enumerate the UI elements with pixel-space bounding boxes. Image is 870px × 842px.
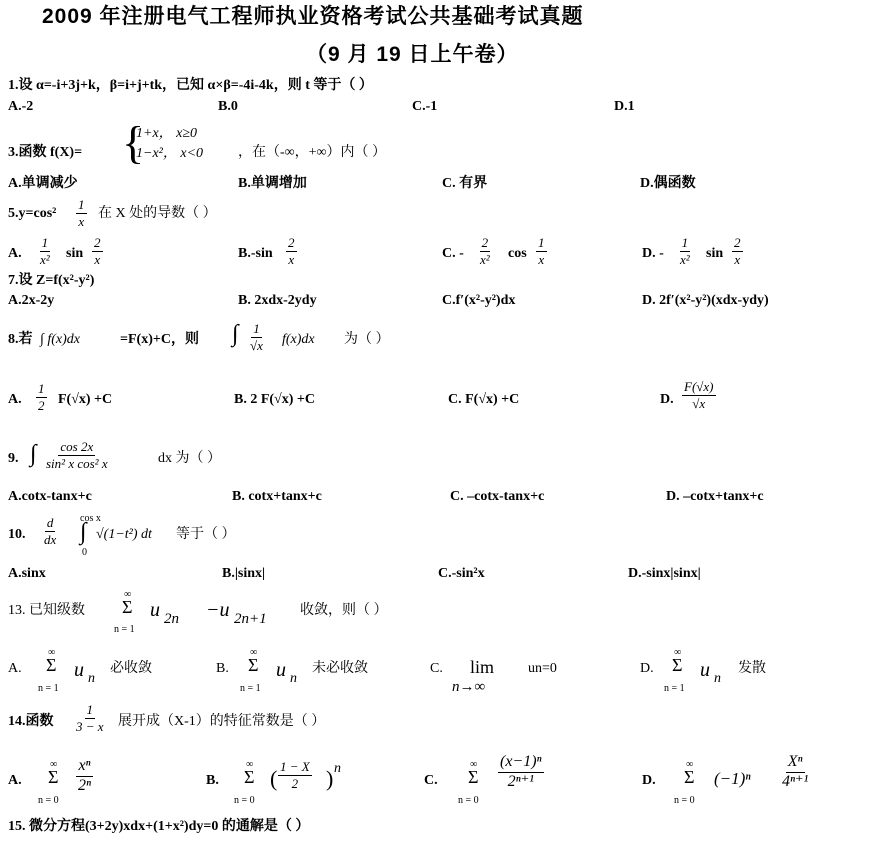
q13-option-b-label: B.: [216, 661, 229, 676]
q13-a-n: n: [88, 671, 95, 686]
q13-sigma-lower: n = 1: [114, 624, 135, 635]
q5-a-frac-1: $\frac{1}{\text{x²}}$: [40, 235, 50, 267]
q13-option-a-label: A.: [8, 661, 22, 676]
q7-option-d: D. 2f′(x²-y²)(xdx-ydy): [642, 293, 769, 308]
q5-stem-a: 5.y=cos²: [8, 206, 57, 221]
q14-c-sigma-upper: ∞: [470, 759, 478, 770]
q14-option-d-label: D.: [642, 773, 656, 788]
q5-option-a-label: A.: [8, 246, 22, 261]
q14-b-frac: $\frac{1 - X}{2}$: [280, 759, 310, 791]
q3-tail: ，在（-∞，+∞）内（ ）: [238, 145, 387, 160]
q10-integrand: √(1−t²) dt: [96, 527, 152, 542]
q13-option-d-tail: 发散: [738, 661, 766, 676]
q10-upper-limit: cos x: [80, 513, 101, 524]
q14-b-sigma: Σ: [244, 767, 255, 787]
q14-a-sigma-upper: ∞: [50, 759, 58, 770]
q13-option-a-tail: 必收敛: [110, 661, 152, 676]
q1-stem: 1.设 α=-i+3j+k，β=i+j+tk，已知 α×β=-4i-4k，则 t 等于（ ）: [8, 78, 373, 93]
q14-b-sigma-upper: ∞: [246, 759, 254, 770]
q10-lower-limit: 0: [82, 547, 87, 558]
q8-mid: =F(x)+C，则: [120, 332, 199, 347]
q14-d-prefix: (−1)ⁿ: [714, 769, 751, 788]
q14-b-sigma-lower: n = 0: [234, 795, 255, 806]
q8-option-d-label: D.: [660, 392, 674, 407]
q5-a-frac-2: $\frac{2}{x}$: [94, 235, 101, 267]
q3-option-b: B.单调增加: [238, 176, 307, 191]
q7-option-a: A.2x-2y: [8, 293, 55, 308]
q9-frac: $\frac{\cos 2x}{\text{sin² x cos² x}}$: [46, 439, 108, 471]
q13-b-u: u: [276, 659, 286, 681]
q3-option-d: D.偶函数: [640, 176, 696, 191]
q13-c-lim: lim: [470, 657, 495, 677]
q9-lead: 9.: [8, 451, 19, 466]
q13-d-sigma: Σ: [672, 655, 683, 675]
q13-d-sigma-lower: n = 1: [664, 683, 685, 694]
q14-c-frac: $\frac{\text{(x−1)ⁿ}}{\text{2ⁿ⁺¹}}$: [500, 753, 542, 790]
q8-option-a-tail: F(√x) +C: [58, 392, 113, 407]
q14-tail: 展开成（X-1）的特征常数是（ ）: [118, 714, 326, 729]
q5-stem-b: 在 X 处的导数（ ）: [98, 206, 217, 221]
q13-term-minus-u: −u: [206, 599, 230, 621]
q14-b-paren-open: (: [270, 766, 278, 791]
page-subtitle: （9 月 19 日上午卷）: [306, 43, 519, 66]
q3-option-c: C. 有界: [442, 176, 488, 191]
q15-stem: 15. 微分方程(3+2y)xdx+(1+x²)dy=0 的通解是（ ）: [8, 819, 310, 834]
q13-c-tail: un=0: [528, 661, 557, 676]
q13-term-sub-1: 2n: [164, 611, 179, 627]
q8-frac: $\frac{1}{√x}$: [250, 321, 263, 353]
q13-tail: 收敛，则（ ）: [300, 603, 388, 618]
q14-b-power: n: [334, 761, 341, 776]
q1-option-d: D.1: [614, 99, 635, 114]
q5-d-frac-1: $\frac{1}{\text{x²}}$: [680, 235, 690, 267]
q14-b-paren-close: ): [326, 766, 334, 791]
q9-option-a: A.cotx-tanx+c: [8, 489, 92, 504]
q13-term-sub-2: 2n+1: [234, 611, 267, 627]
q5-c-cos: cos: [508, 246, 527, 261]
q14-a-sigma-lower: n = 0: [38, 795, 59, 806]
q5-d-frac-2: $\frac{2}{x}$: [734, 235, 741, 267]
q3-brace: {: [122, 117, 145, 168]
q14-lead: 14.函数: [8, 714, 54, 729]
q13-sigma: Σ: [122, 597, 133, 617]
q3-lead: 3.函数 f(X)=: [8, 145, 83, 160]
q7-option-b: B. 2xdx-2ydy: [238, 293, 317, 308]
q14-d-sigma-lower: n = 0: [674, 795, 695, 806]
q10-derivative: $\frac{d}{dx}$: [44, 515, 57, 547]
q8-a-frac: $\frac{1}{2}$: [38, 381, 45, 413]
q5-d-sin: sin: [706, 246, 724, 261]
q13-d-u: u: [700, 659, 710, 681]
q13-b-sigma-lower: n = 1: [240, 683, 261, 694]
q14-c-sigma-lower: n = 0: [458, 795, 479, 806]
q13-b-n: n: [290, 671, 297, 686]
q8-integral-sign: ∫: [232, 321, 239, 347]
q10-lead: 10.: [8, 527, 26, 542]
q10-integral-sign: ∫: [80, 519, 87, 545]
q5-option-b-label: B.-sin: [238, 246, 273, 261]
q13-d-sigma-upper: ∞: [674, 647, 682, 658]
q9-tail: dx 为（ ）: [158, 451, 221, 466]
q1-option-a: A.-2: [8, 99, 34, 114]
q14-a-sigma: Σ: [48, 767, 59, 787]
q5-option-c-label: C. -: [442, 246, 464, 261]
q5-a-sin: sin: [66, 246, 84, 261]
q5-option-d-label: D. -: [642, 246, 664, 261]
q14-function-frac: $\frac{1}{3 - x}$: [76, 702, 104, 734]
q9-integral-sign: ∫: [30, 441, 37, 467]
q13-d-n: n: [714, 671, 721, 686]
q13-a-sigma-lower: n = 1: [38, 683, 59, 694]
q13-option-b-tail: 未必收敛: [312, 661, 368, 676]
q8-option-c: C. F(√x) +C: [448, 392, 520, 407]
q10-option-b: B.|sinx|: [222, 566, 266, 581]
q13-lead: 13. 已知级数: [8, 603, 85, 618]
q8-integral-2: f(x)dx: [282, 332, 315, 347]
q1-option-c: C.-1: [412, 99, 438, 114]
q5-fraction: $\frac{1}{x}$: [78, 197, 85, 229]
q14-option-c-label: C.: [424, 773, 438, 788]
page-title: 2009 年注册电气工程师执业资格考试公共基础考试真题: [42, 5, 584, 28]
q8-d-frac: $\frac{F(√x)}{√x}$: [684, 379, 714, 411]
q13-a-u: u: [74, 659, 84, 681]
q10-option-d: D.-sinx|sinx|: [628, 566, 701, 581]
q13-a-sigma-upper: ∞: [48, 647, 56, 658]
q7-stem: 7.设 Z=f(x²-y²): [8, 273, 95, 288]
q3-option-a: A.单调减少: [8, 176, 78, 191]
q13-sigma-upper: ∞: [124, 589, 132, 600]
q8-option-a-label: A.: [8, 392, 22, 407]
q8-tail: 为（ ）: [344, 332, 390, 347]
q5-b-frac: $\frac{2}{x}$: [288, 235, 295, 267]
q1-option-b: B.0: [218, 99, 238, 114]
q13-option-d-label: D.: [640, 661, 654, 676]
q14-option-b-label: B.: [206, 773, 219, 788]
q8-option-b: B. 2 F(√x) +C: [234, 392, 315, 407]
q9-option-b: B. cotx+tanx+c: [232, 489, 322, 504]
q10-option-a: A.sinx: [8, 566, 46, 581]
q13-c-lim-sub: n→∞: [452, 679, 486, 695]
q5-c-frac-2: $\frac{1}{x}$: [538, 235, 545, 267]
q3-case-2: 1−x²， x<0: [136, 146, 204, 161]
q10-option-c: C.-sin²x: [438, 566, 485, 581]
q14-d-sigma: Σ: [684, 767, 695, 787]
q13-b-sigma-upper: ∞: [250, 647, 258, 658]
q9-option-d: D. –cotx+tanx+c: [666, 489, 764, 504]
q3-case-1: 1+x， x≥0: [136, 126, 198, 141]
q13-b-sigma: Σ: [248, 655, 259, 675]
q13-a-sigma: Σ: [46, 655, 57, 675]
q13-option-c-label: C.: [430, 661, 443, 676]
q9-option-c: C. –cotx-tanx+c: [450, 489, 545, 504]
q5-c-frac-1: $\frac{2}{\text{x²}}$: [480, 235, 490, 267]
q14-d-sigma-upper: ∞: [686, 759, 694, 770]
q8-lead: 8.若: [8, 332, 33, 347]
q10-tail: 等于（ ）: [176, 527, 236, 542]
q8-integral: ∫ f(x)dx: [40, 332, 80, 347]
q7-option-c: C.f′(x²-y²)dx: [442, 293, 516, 308]
q14-c-sigma: Σ: [468, 767, 479, 787]
q13-term-u: u: [150, 599, 160, 621]
q14-a-frac: $\frac{\text{xⁿ}}{\text{2ⁿ}}$: [78, 757, 92, 794]
q14-d-frac: $\frac{\text{Xⁿ}}{\text{4ⁿ⁺¹}}$: [782, 753, 809, 790]
q14-option-a-label: A.: [8, 773, 22, 788]
